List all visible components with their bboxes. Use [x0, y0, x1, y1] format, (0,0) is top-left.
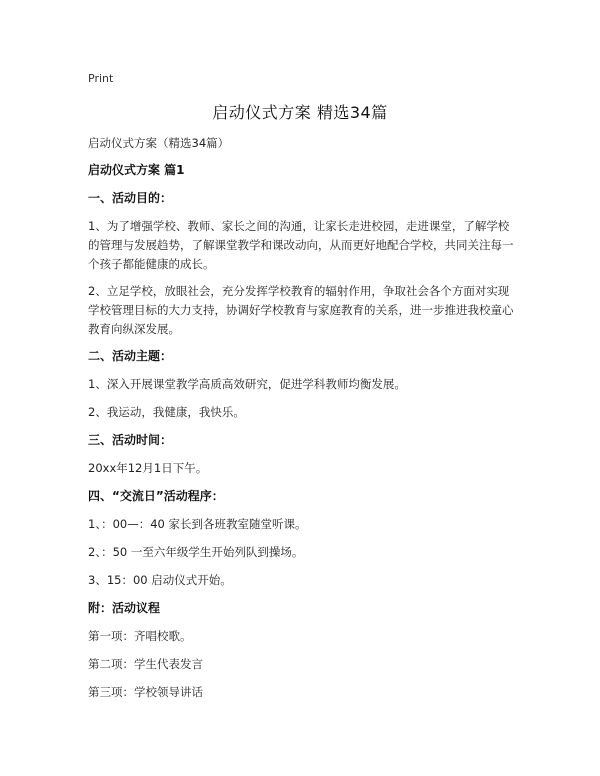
procedure-step-1: 1、：00—：40 家长到各班教室随堂听课。 [88, 517, 307, 531]
heading-agenda: 附：活动议程 [88, 601, 161, 615]
procedure-step-3: 3、15：00 启动仪式开始。 [88, 573, 232, 587]
document-subtitle: 启动仪式方案（精选34篇） [88, 136, 230, 150]
purpose-paragraph-1: 1、为了增强学校、教师、家长之间的沟通，让家长走进校园，走进课堂，了解学校的管理与发展趋势，了解课堂教学和课改动向，从而更好地配合学校，共同关注每一个孩子都能健康的成长。 [88, 219, 514, 271]
heading-procedure: 四、“交流日”活动程序： [88, 489, 224, 503]
purpose-paragraph-2: 2、立足学校，放眼社会，充分发挥学校教育的辐射作用，争取社会各个方面对实现学校管理目标的大力支持，协调好学校教育与家庭教育的关系，进一步推进我校童心教育向纵深发展。 [88, 284, 514, 336]
document-body [88, 134, 520, 711]
heading-time: 三、活动时间： [88, 433, 173, 447]
procedure-step-2: 2、：50 一至六年级学生开始列队到操场。 [88, 545, 304, 559]
agenda-item-1: 第一项：齐唱校歌。 [88, 629, 192, 643]
theme-item-1: 1、深入开展课堂教学高质高效研究，促进学科教师均衡发展。 [88, 377, 406, 391]
theme-item-2: 2、我运动，我健康，我快乐。 [88, 405, 245, 419]
print-label: Print [88, 72, 114, 85]
agenda-item-3: 第三项：学校领导讲话 [88, 685, 203, 699]
section-title: 启动仪式方案 篇1 [88, 163, 185, 177]
heading-theme: 二、活动主题： [88, 349, 173, 363]
heading-purpose: 一、活动目的： [88, 191, 173, 205]
document-title: 启动仪式方案 精选34篇 [212, 103, 388, 122]
agenda-item-2: 第二项：学生代表发言 [88, 657, 203, 671]
event-time: 20xx年12月1日下午。 [88, 461, 208, 475]
